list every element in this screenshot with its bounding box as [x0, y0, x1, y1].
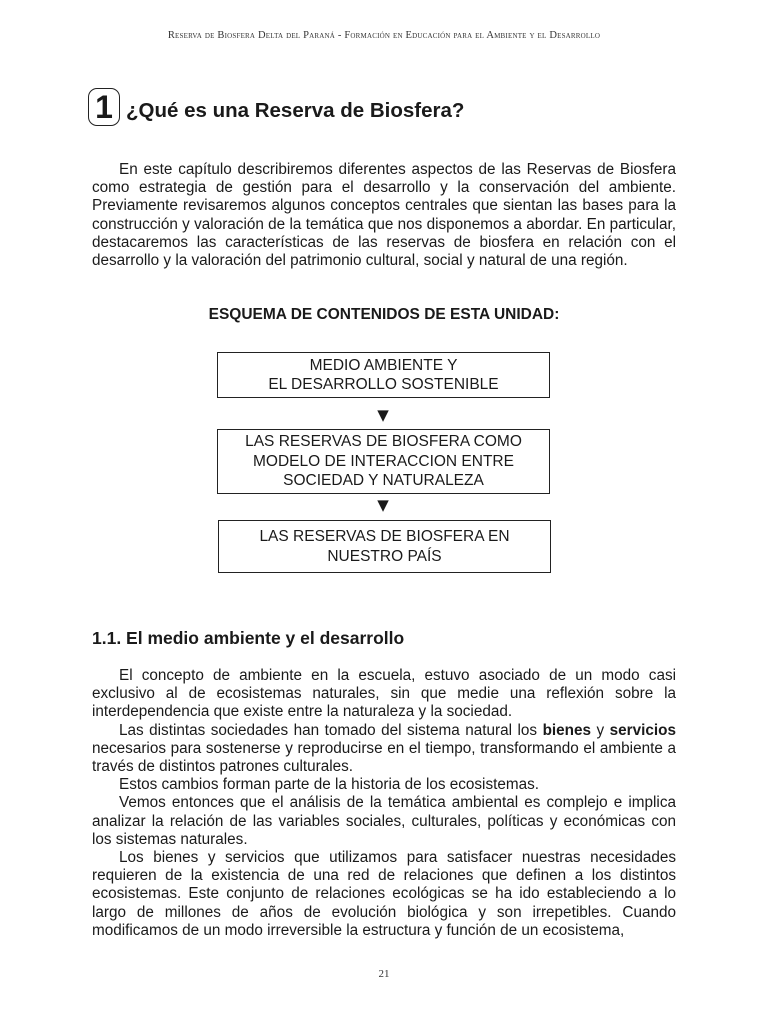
down-arrow-icon: ▼	[377, 496, 389, 514]
scheme-box-line: SOCIEDAD Y NATURALEZA	[283, 472, 484, 490]
running-header: Reserva de Biosfera Delta del Paraná - Formación en Educación para el Ambiente y el Desarrollo	[167, 30, 601, 41]
scheme-box-biosphere-model	[217, 429, 550, 494]
body-paragraph: Los bienes y servicios que utilizamos para satisfacer nuestras necesidades requieren de la existencia de una red de relaciones que definen a los distintos ecosistemas. Este conjunto de relaciones ecológicas se ha ido estableciendo a lo largo de millones de años de evolución biológica y son irrepetibles. Cuando modificamos de un modo irreversible la estructura y función de un ecosistema,	[92, 849, 676, 939]
scheme-box-line: NUESTRO PAÍS	[327, 547, 442, 565]
scheme-box-line: LAS RESERVAS DE BIOSFERA COMO	[245, 433, 522, 451]
body-paragraph: El concepto de ambiente en la escuela, estuvo asociado de un modo casi exclusivo al de ecosistemas naturales, sin que medie una reflexión sobre la interdependencia que existe entre la naturaleza y la sociedad.	[92, 667, 676, 721]
down-arrow-icon: ▼	[377, 406, 389, 424]
body-text-run: y	[591, 721, 610, 739]
section-body	[92, 667, 676, 940]
body-paragraph	[92, 722, 676, 777]
chapter-title: ¿Qué es una Reserva de Biosfera?	[126, 99, 465, 122]
scheme-box-line: MODELO DE INTERACCION ENTRE	[253, 452, 514, 470]
bold-term-servicios: servicios	[609, 721, 677, 739]
body-paragraph: Vemos entonces que el análisis de la temática ambiental es complejo e implica analizar la relación de las variables sociales, culturales, políticas y económicas con los sistemas naturales.	[92, 794, 676, 848]
bold-term-bienes: bienes	[542, 721, 592, 739]
body-text-run: necesarios para sostenerse y reproducirse en el tiempo, transformando el ambiente a través de distintos patrones culturales.	[92, 739, 676, 776]
scheme-box-environment	[217, 352, 550, 398]
chapter-number-badge: 1	[88, 88, 120, 126]
section-title: 1.1. El medio ambiente y el desarrollo	[92, 628, 405, 648]
chapter-heading	[88, 88, 464, 126]
page-number: 21	[378, 968, 390, 980]
scheme-heading: ESQUEMA DE CONTENIDOS DE ESTA UNIDAD:	[208, 306, 560, 323]
scheme-box-our-country	[218, 520, 551, 573]
body-text-run: Las distintas sociedades han tomado del sistema natural los	[119, 721, 543, 739]
scheme-box-line: LAS RESERVAS DE BIOSFERA EN	[259, 528, 510, 545]
scheme-box-line: MEDIO AMBIENTE Y	[309, 356, 458, 374]
body-paragraph: Estos cambios forman parte de la historia de los ecosistemas.	[119, 776, 540, 794]
intro-paragraph: En este capítulo describiremos diferentes aspectos de las Reservas de Biosfera como estrategia de gestión para el desarrollo y la conservación del ambiente. Previamente revisaremos algunos conceptos centrales que sientan las bases para la construcción y valoración de la temática que nos disponemos a abordar. En particular, destacaremos las características de las reservas de biosfera en relación con el desarrollo y la valoración del patrimonio cultural, social y natural de una región.	[92, 161, 676, 270]
scheme-box-line: EL DESARROLLO SOSTENIBLE	[268, 376, 499, 393]
